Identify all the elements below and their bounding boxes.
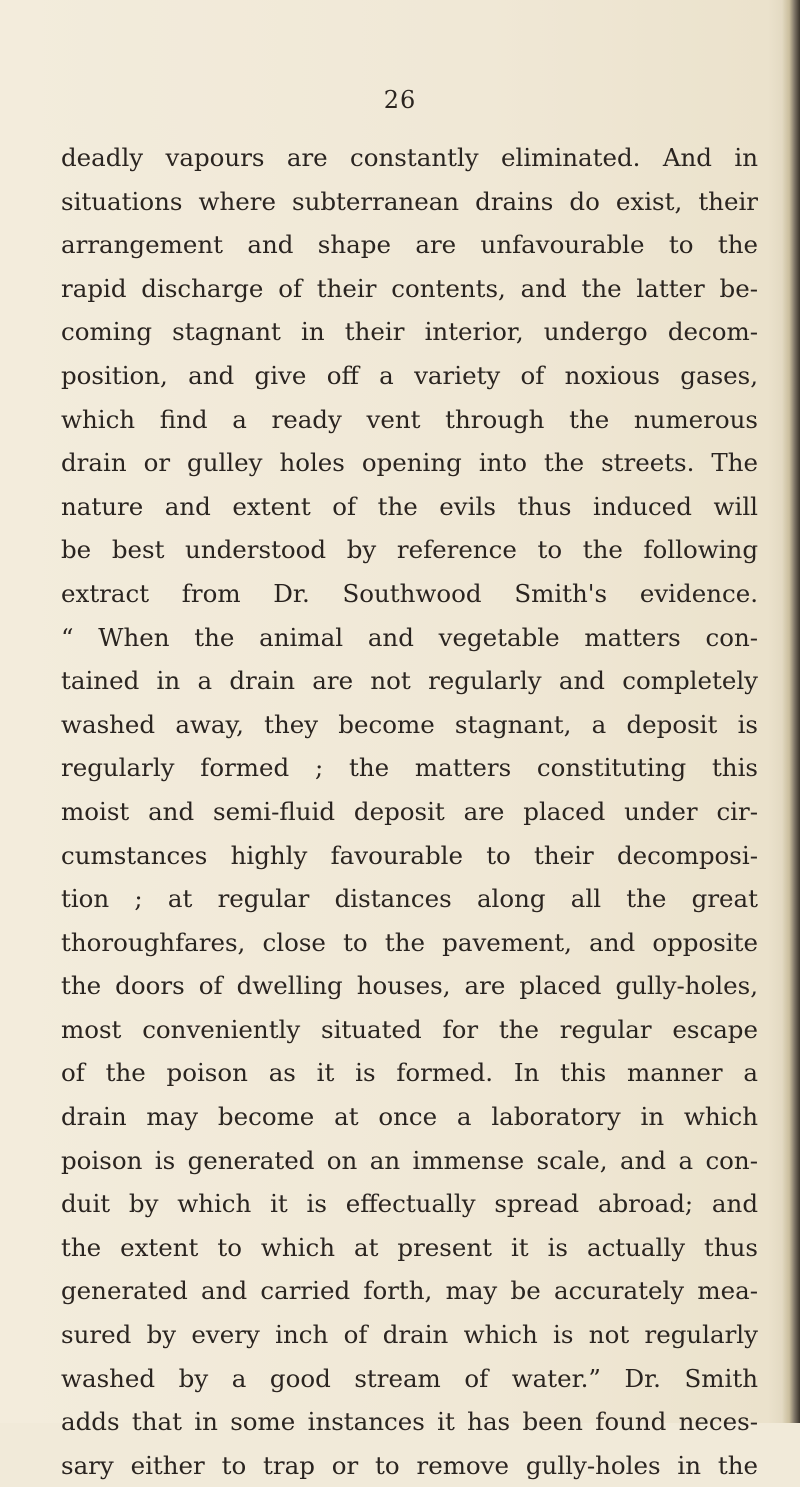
text-line: arrangement and shape are unfavourable to the <box>61 230 758 260</box>
text-line: thoroughfares, close to the pavement, and opposite <box>61 927 758 957</box>
text-line: tion ; at regular distances along all the great <box>61 884 758 914</box>
text-line: nature and extent of the evils thus induced will <box>61 491 758 521</box>
text-line: be best understood by reference to the following <box>61 535 758 565</box>
text-line: duit by which it is effectually spread abroad; and <box>61 1189 758 1219</box>
text-line: adds that in some instances it has been found neces- <box>61 1407 758 1437</box>
text-line: drain or gulley holes opening into the streets. The <box>61 448 758 478</box>
text-line: regularly formed ; the matters constituting this <box>61 753 758 783</box>
text-line: the doors of dwelling houses, are placed gully-holes, <box>61 971 758 1001</box>
text-line: extract from Dr. Southwood Smith's evidence. <box>61 578 758 608</box>
text-line: cumstances highly favourable to their decomposi- <box>61 840 758 870</box>
text-line: poison is generated on an immense scale, and a con- <box>61 1145 758 1175</box>
text-line: deadly vapours are constantly eliminated. And in <box>61 143 758 172</box>
text-line: of the poison as it is formed. In this manner a <box>61 1058 758 1088</box>
body-text <box>61 136 758 1487</box>
text-line: sary either to trap or to remove gully-holes in the <box>61 1450 758 1480</box>
page-number: 26 <box>383 86 417 114</box>
text-line: which find a ready vent through the numerous <box>61 404 758 434</box>
page-edge-shadow <box>782 0 800 1423</box>
text-line: rapid discharge of their contents, and the latter be- <box>61 273 758 303</box>
text-line: situations where subterranean drains do exist, their <box>61 186 758 216</box>
text-line: tained in a drain are not regularly and completely <box>61 666 758 696</box>
text-line: most conveniently situated for the regular escape <box>61 1014 758 1044</box>
text-line: drain may become at once a laboratory in which <box>61 1102 758 1132</box>
text-line: generated and carried forth, may be accurately mea- <box>61 1276 758 1306</box>
text-line: position, and give off a variety of noxious gases, <box>61 360 758 390</box>
text-line: sured by every inch of drain which is not regularly <box>61 1320 758 1350</box>
text-line: moist and semi-fluid deposit are placed under cir- <box>61 796 758 826</box>
text-line: the extent to which at present it is actually thus <box>61 1232 758 1262</box>
text-line: washed by a good stream of water.” Dr. Smith <box>61 1363 758 1393</box>
text-line: “ When the animal and vegetable matters con- <box>61 622 758 652</box>
text-line: coming stagnant in their interior, undergo decom- <box>61 317 758 347</box>
text-line: washed away, they become stagnant, a deposit is <box>61 709 758 739</box>
